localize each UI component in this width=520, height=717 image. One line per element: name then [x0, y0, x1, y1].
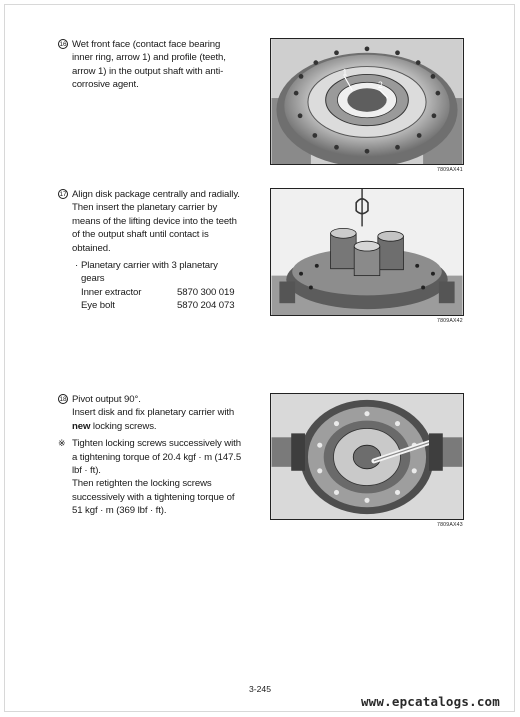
photo-planetary-carrier [270, 188, 464, 316]
photo-label-1: 1 [342, 67, 348, 78]
step-17 [58, 188, 248, 255]
note-mark: ※ [58, 438, 66, 449]
step-16 [58, 38, 248, 92]
step-17-line-4: of the output shaft until contact is [72, 229, 209, 241]
note-line-1: Tighten locking screws successively with [72, 438, 241, 450]
step-17-line-3: means of the lifting device into the teeth [72, 215, 237, 227]
watermark: www.epcatalogs.com [360, 694, 500, 709]
part-name: Eye bolt [81, 300, 115, 312]
part-number: 5870 204 073 [177, 300, 235, 312]
step-16-line-2: inner ring, arrow 1) and profile (teeth, [72, 52, 226, 64]
step-18-note [58, 437, 248, 517]
step-17-line-5: obtained. [72, 242, 111, 254]
part-number: 5870 300 019 [177, 286, 235, 298]
step-16-text [58, 38, 248, 92]
photo-output-shaft [270, 38, 464, 165]
photo-locking-screws [270, 393, 464, 520]
note-line-6: 51 kgf · m (369 lbf · ft). [72, 505, 167, 517]
step-17-text [58, 188, 248, 313]
photo-code-16: 7809AX41 [437, 167, 463, 173]
output-shaft-illustration [271, 39, 463, 164]
emphasis-new: new [72, 420, 91, 432]
step-18-line-1: Pivot output 90°. [72, 394, 141, 405]
photo-code-17: 7809AX42 [437, 318, 463, 324]
part-name: Inner extractor [81, 286, 142, 298]
photo-label-2: 2 [377, 80, 383, 91]
locking-screws-illustration [271, 394, 463, 519]
part-row-inner-extractor [44, 286, 248, 299]
step-number-17: 17 [59, 191, 67, 198]
part-row-eye-bolt [44, 299, 248, 312]
step-18-line-2: Insert disk and fix planetary carrier with [72, 407, 235, 419]
photo-code-18: 7809AX43 [437, 522, 463, 528]
step-18-line-3 [72, 420, 248, 433]
step-18-text [58, 393, 248, 518]
step-18-line-3-rest: locking screws. [90, 420, 157, 432]
note-line-4: Then retighten the locking screws [72, 478, 212, 490]
note-line-2: a tightening torque of 20.4 kgf · m (147.5 [72, 451, 242, 463]
step-number-18: 18 [59, 396, 67, 403]
step-number-16: 16 [59, 41, 67, 48]
step-17-line-1: Align disk package centrally and radially. [72, 189, 240, 200]
step-18 [58, 393, 248, 433]
note-line-3: lbf · ft). [72, 465, 101, 477]
planetary-carrier-illustration [271, 189, 463, 315]
step-16-line-3: arrow 1) in the output shaft with anti- [72, 65, 224, 77]
bullet-planetary-carrier [44, 259, 248, 286]
step-17-line-2: Then insert the planetary carrier by [72, 202, 218, 214]
note-line-5: successively with a tightening torque of [72, 491, 235, 503]
bullet-line-2: gears [81, 273, 105, 285]
bullet-line-1: Planetary carrier with 3 planetary [81, 260, 218, 272]
page-number: 3-245 [249, 684, 271, 694]
step-16-line-4: corrosive agent. [72, 79, 139, 91]
step-16-line-1: Wet front face (contact face bearing [72, 39, 221, 50]
bullet-dot: · [75, 260, 79, 272]
